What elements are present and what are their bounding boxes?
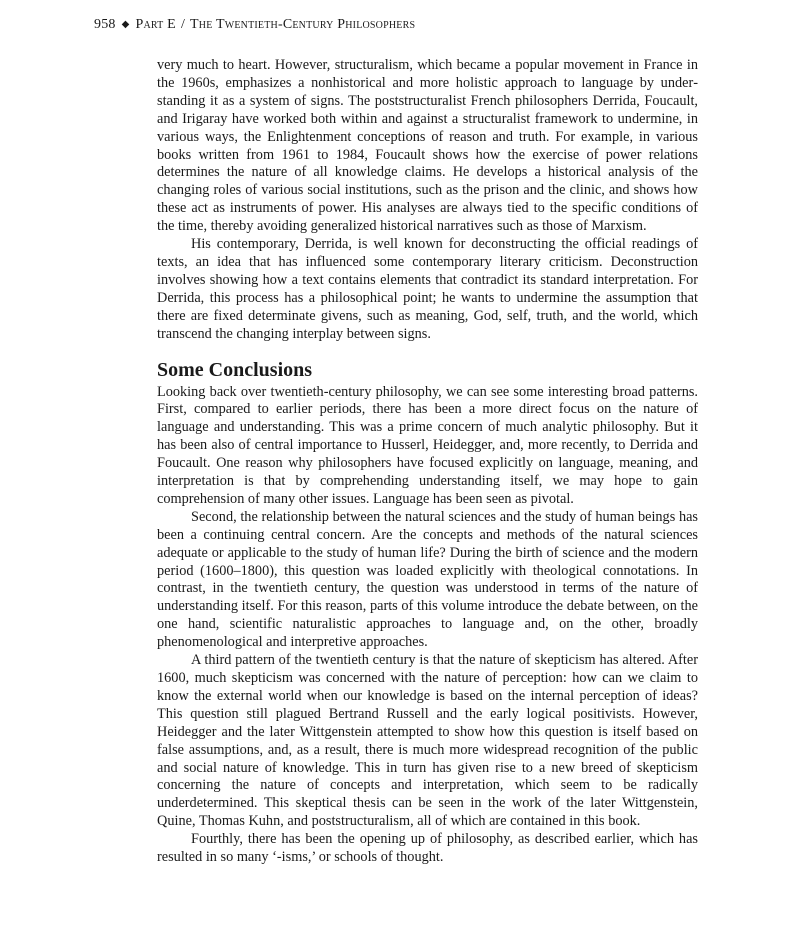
paragraph: very much to heart. However, structuralism, which became a popular movement in France in the 1960s, emphasizes a nonhistorical and more holistic approach to language by understanding it as a system of signs. The poststructuralist French philosophers Derrida, Foucault, and Irigaray have worked both within and against a structuralist framework to undermine, in various ways, the Enlightenment conceptions of reason and truth. For example, in various books written from 1961 to 1984, Foucault shows how the exercise of power relations determines the nature of all knowledge claims. He develops a historical analysis of the changing roles of various social institutions, such as the prison and the clinic, and shows how these act as instruments of power. His analyses are always tied to the specific conditions of the time, thereby avoiding generalized historical narratives such as those of Marxism. (157, 57, 698, 235)
section-heading: Some Conclusions (157, 358, 313, 381)
chapter-title: The Twentieth-Century Philosophers (190, 17, 416, 32)
paragraph: Fourthly, there has been the opening up of philosophy, as described earlier, which has resulted in so many ‘-isms,’ or schools of thought. (157, 831, 698, 866)
paragraph: Looking back over twentieth-century philosophy, we can see some interesting broad patterns. First, compared to earlier periods, there has been a more direct focus on the nature of language and understanding. This was a prime concern of much analytic philosophy. But it has been also of central importance to Husserl, Heidegger, and, more recently, to Derrida and Foucault. One reason why philosophers have focused explicitly on language, meaning, and interpretation is that by comprehending understanding itself, we may hope to gain comprehension of many other issues. Language has been seen as pivotal. (157, 383, 698, 507)
part-label: Part E (135, 17, 176, 32)
paragraph: A third pattern of the twentieth century is that the nature of skepticism has altered. After 1600, much skepticism was concerned with the nature of perception: how can we claim to know the external world when our knowledge is based on the internal perception of ideas? This question still plagued Bertrand Russell and the early logical positivists. However, Heidegger and the later Wittgenstein attempted to show how this question is itself based on false assumptions, and, as a result, there is much more widespread recognition of the public and social nature of knowledge. This in turn has given rise to a new breed of skepticism concerning the nature of concepts and interpretation, which seem to be radically underdetermined. This skeptical thesis can be seen in the work of the later Wittgenstein, Quine, Thomas Kuhn, and poststructuralism, all of which are contained in this book. (157, 652, 698, 830)
paragraph: His contemporary, Derrida, is well known for deconstructing the official readings of texts, an idea that has influenced some contemporary literary criticism. Deconstruction involves showing how a text contains elements that contradict its standard interpretation. For Derrida, this process has a philosophical point; he wants to undermine the assumption that there are fixed determinate givens, such as meaning, God, self, truth, and the world, which transcend the changing interplay between signs. (157, 236, 698, 342)
diamond-ornament-icon: ◆ (121, 19, 130, 30)
page-body (157, 57, 698, 867)
running-header (94, 17, 415, 33)
paragraph: Second, the relationship between the natural sciences and the study of human beings has been a continuing central concern. Are the concepts and methods of the natural sciences adequate or applicable to the study of human life? During the birth of science and the modern period (1600–1800), this question was loaded explicitly with theological connotations. In contrast, in the twentieth century, the question was understood in terms of the nature of understanding itself. For this reason, parts of this volume introduce the debate between, on the one hand, scientific naturalistic approaches to language and, on the other, broadly phenomenological and interpretive approaches. (157, 508, 698, 651)
page-number: 958 (94, 17, 116, 32)
header-separator: / (180, 17, 186, 32)
